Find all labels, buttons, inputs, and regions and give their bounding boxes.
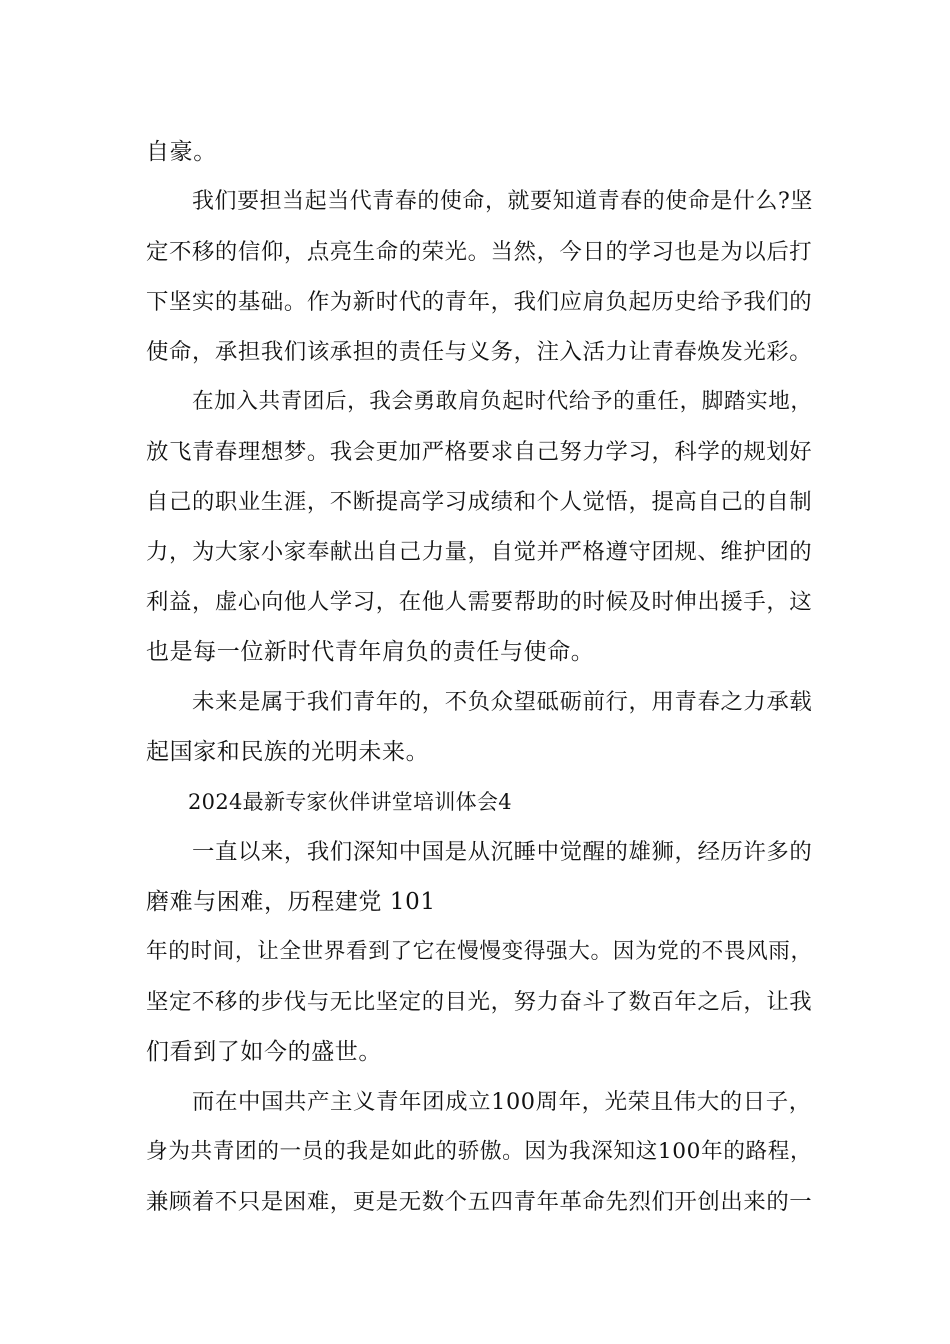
text-line: 利益，虚心向他人学习，在他人需要帮助的时候及时伸出援手，这 bbox=[146, 589, 813, 615]
paragraph-start: 一直以来，我们深知中国是从沉睡中觉醒的雄狮，经历许多的 bbox=[192, 839, 813, 865]
text-line: 们看到了如今的盛世。 bbox=[146, 1039, 382, 1065]
text-line: 使命，承担我们该承担的责任与义务，注入活力让青春焕发光彩。 bbox=[146, 339, 813, 365]
text-line: 力，为大家小家奉献出自己力量，自觉并严格遵守团规、维护团的 bbox=[146, 539, 813, 565]
text-line: 也是每一位新时代青年肩负的责任与使命。 bbox=[146, 639, 595, 665]
text-line: 定不移的信仰，点亮生命的荣光。当然，今日的学习也是为以后打 bbox=[146, 239, 813, 265]
text-line: 年的时间，让全世界看到了它在慢慢变得强大。因为党的不畏风雨， bbox=[146, 939, 813, 964]
paragraph-start: 在加入共青团后，我会勇敢肩负起时代给予的重任，脚踏实地， bbox=[192, 389, 813, 414]
text-line: 兼顾着不只是困难，更是无数个五四青年革命先烈们开创出来的一 bbox=[146, 1189, 813, 1215]
section-heading: 2024最新专家伙伴讲堂培训体会4 bbox=[188, 790, 512, 814]
text-line: 自豪。 bbox=[146, 139, 217, 165]
paragraph-start: 而在中国共产主义青年团成立100周年，光荣且伟大的日子， bbox=[192, 1089, 812, 1115]
text-line: 起国家和民族的光明未来。 bbox=[146, 739, 430, 765]
text-line: 自己的职业生涯，不断提高学习成绩和个人觉悟，提高自己的自制 bbox=[146, 489, 813, 515]
text-line: 下坚实的基础。作为新时代的青年，我们应肩负起历史给予我们的 bbox=[146, 289, 813, 315]
text-line: 坚定不移的步伐与无比坚定的目光，努力奋斗了数百年之后，让我 bbox=[146, 989, 813, 1015]
text-line: 磨难与困难，历程建党 101 bbox=[146, 889, 436, 915]
text-line: 身为共青团的一员的我是如此的骄傲。因为我深知这100年的路程， bbox=[146, 1139, 813, 1164]
paragraph-start: 我们要担当起当代青春的使命，就要知道青春的使命是什么?坚 bbox=[192, 189, 813, 214]
text-line: 放飞青春理想梦。我会更加严格要求自己努力学习，科学的规划好 bbox=[146, 439, 813, 465]
paragraph-start: 未来是属于我们青年的，不负众望砥砺前行，用青春之力承载 bbox=[192, 689, 813, 715]
